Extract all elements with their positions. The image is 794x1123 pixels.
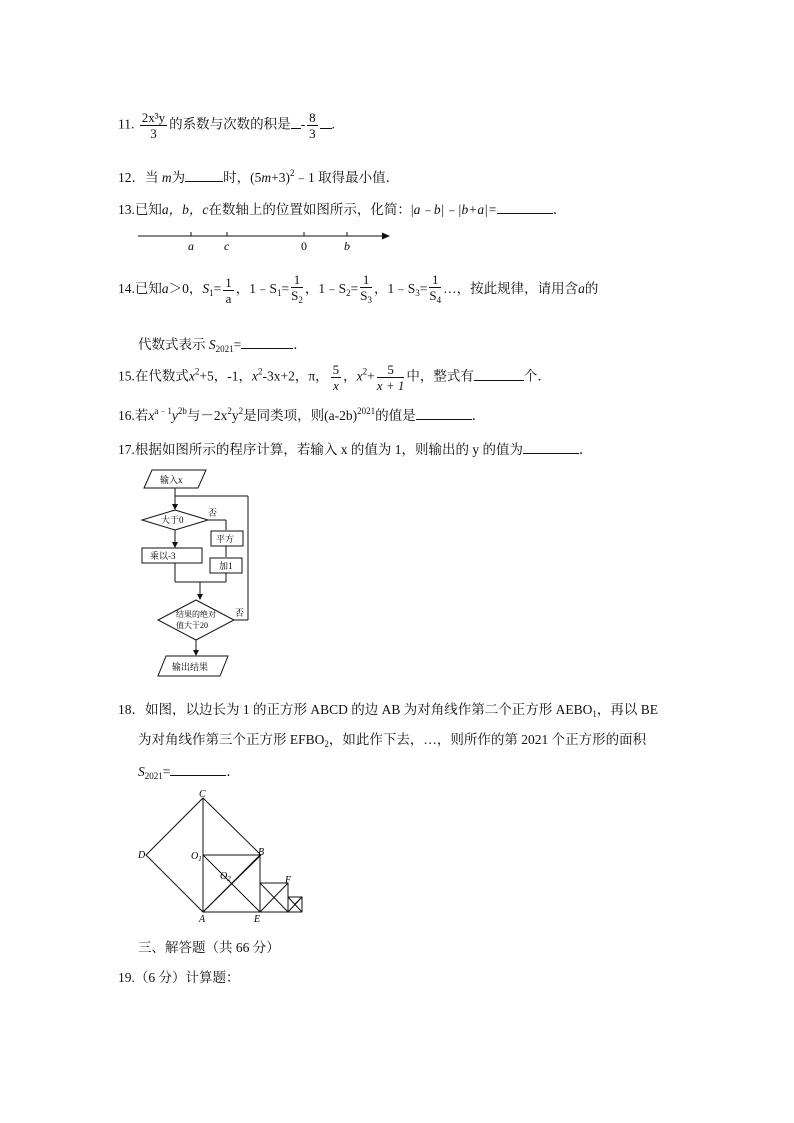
axis-label-b: b bbox=[344, 239, 350, 253]
q16-answer-blank bbox=[416, 419, 472, 420]
label-A: A bbox=[199, 914, 206, 922]
q11-answer-fraction: $\frac{8}{3}$ bbox=[309, 110, 316, 141]
flow-condition-2 bbox=[158, 600, 234, 640]
question-18: 18．如图，以边长为 1 的正方形 ABCD 的边 AB 为对角线作第二个正方形 $AEBO_1$，再以 BE bbox=[118, 702, 659, 719]
label-D: D bbox=[138, 850, 146, 861]
q17-answer-blank bbox=[523, 453, 579, 454]
q11-number: 11. bbox=[118, 116, 135, 132]
label-E: E bbox=[254, 914, 261, 922]
flowchart bbox=[136, 466, 256, 682]
q15-answer-blank bbox=[474, 380, 524, 381]
question-16: 16.若$x^{a﹣1}y^{2b}$与$-2x^2y^2$是同类项，则$(a-2b)^{2021}$的值是 ． bbox=[118, 406, 486, 423]
question-13: 13.已知a，b，c在数轴上的位置如图所示，化简：|a﹣b|﹣|b+a|= ． bbox=[118, 202, 567, 217]
label-F: F bbox=[285, 875, 292, 886]
question-18-line-3: $S_{2021}=$ ． bbox=[138, 764, 240, 781]
flow-no-2: 否 bbox=[235, 608, 245, 618]
question-14-line-2: 代数式表示 $S_{2021}=$ ． bbox=[138, 337, 307, 354]
label-O1: $O_1$ bbox=[191, 851, 202, 863]
question-15: 15.在代数式$x^2+5$，-1，$x^2-3x+2$，π， $\frac{5}{x}$ ，$x^2+$ $\frac{5}{x + 1}$ 中，整式有 个． bbox=[118, 362, 551, 393]
question-12: 12．当 m为 时，$(5m+3)^2﹣1$ 取得最小值． bbox=[118, 168, 400, 185]
q12-answer-blank bbox=[185, 181, 223, 182]
axis-label-a: a bbox=[188, 239, 194, 253]
flow-add-label: 加1 bbox=[219, 561, 233, 571]
label-O2: $O_2$ bbox=[220, 871, 231, 883]
question-11: 11. $\frac{\text{2x³y}}{3}$ 的系数与次数的积是 - $\frac{8}{3}$ . bbox=[118, 110, 336, 141]
label-C: C bbox=[199, 789, 206, 800]
number-line bbox=[134, 228, 396, 254]
flow-input-label: 输入x bbox=[160, 475, 183, 485]
section-heading: 三、解答题（共 66 分） bbox=[138, 940, 280, 955]
q18-answer-blank bbox=[170, 775, 226, 776]
question-14: 14.已知a＞0，$S_1=$ $\frac{1}{a}$ ，$1﹣S_1=$ $\frac{1}{S_2}$ ，$1﹣S_2=$ $\frac{1}{S_3}$ ，$1﹣S_3=$ $\frac{1}{S_4}$ …，按此规律，请用含a的 bbox=[118, 272, 599, 306]
question-17: 17.根据如图所示的程序计算，若输入 x 的值为 1，则输出的 y 的值为 ． bbox=[118, 442, 593, 457]
flow-times-label: 乘以-3 bbox=[150, 551, 176, 561]
question-18-line-2: 为对角线作第三个正方形 $EFBO_2$，如此作下去，…，则所作的第 2021 个正方形的面积 bbox=[138, 732, 647, 749]
q13-answer-blank bbox=[497, 213, 553, 214]
flow-cond2-label-b: 值大于20 bbox=[176, 621, 208, 630]
label-B: B bbox=[258, 847, 265, 858]
axis-label-c: c bbox=[224, 239, 230, 253]
flow-cond1-label: 大于0 bbox=[161, 515, 184, 525]
q11-expression-fraction: $\frac{\text{2x³y}}{3}$ bbox=[141, 110, 166, 141]
flow-cond2-label-a: 结果的绝对 bbox=[176, 610, 216, 619]
q14-answer-blank bbox=[241, 348, 293, 349]
flow-square-label: 平方 bbox=[216, 534, 235, 544]
flow-output-label: 输出结果 bbox=[172, 662, 209, 672]
square-figure bbox=[134, 788, 314, 922]
flow-no-1: 否 bbox=[208, 508, 218, 518]
axis-label-0: 0 bbox=[301, 239, 307, 253]
question-19: 19.（6 分）计算题： bbox=[118, 970, 240, 985]
